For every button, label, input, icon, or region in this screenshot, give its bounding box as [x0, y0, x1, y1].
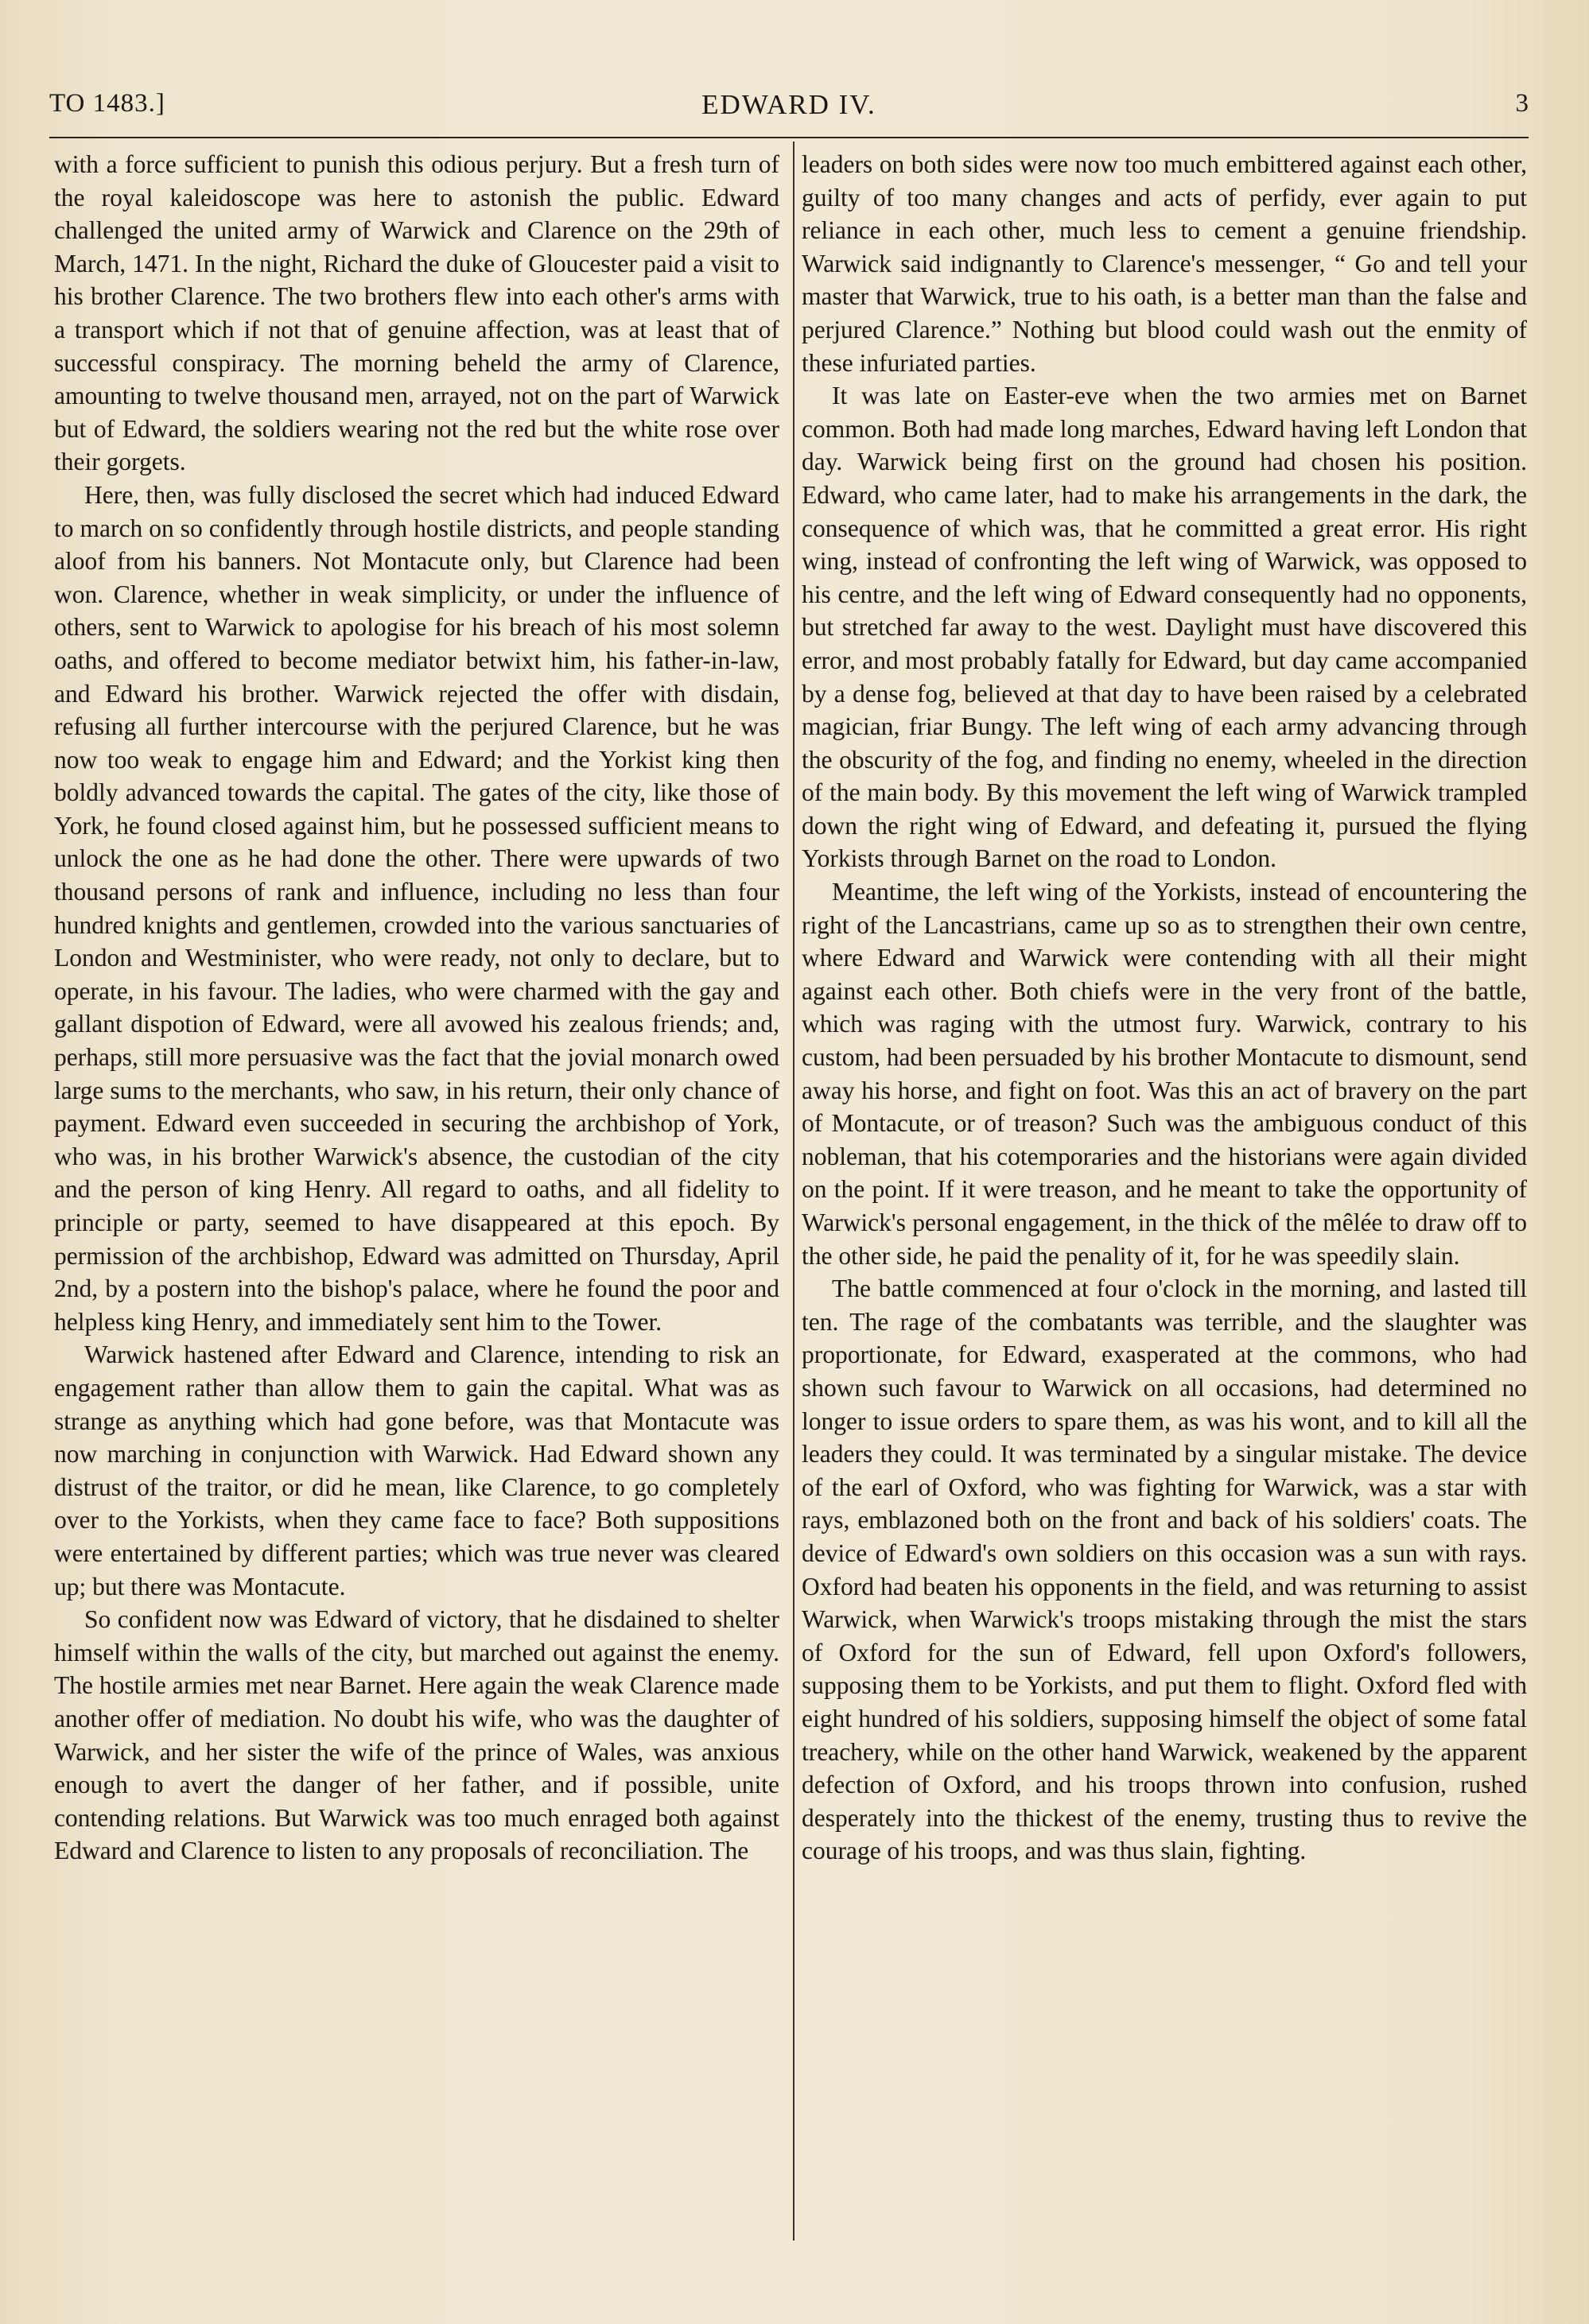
paragraph: leaders on both sides were now too much embittered against each other, guilty of too many changes and acts of perfidy, ever again to put reliance in each other, much less to cement a genuine friendship. Warwick said indignantly to Clarence's messenger, “ Go and tell your master that Warwick, true to his oath, is a better man than the false and perjured Clarence.” Nothing but blood could wash out the enmity of these infuriated parties.: [802, 150, 1527, 377]
right-column: [802, 148, 1527, 1868]
page-number: 3: [1515, 89, 1529, 118]
paragraph: with a force sufficient to punish this odious perjury. But a fresh turn of the royal kaleidoscope was here to astonish the public. Edward challenged the united army of Warwick and Clarence on the 29th of March, 1471. In the night, Richard the duke of Gloucester paid a visit to his brother Clarence. The two brothers flew into each other's arms with a transport which if not that of genuine affection, was at least that of successful conspiracy. The morning beheld the army of Clarence, amounting to twelve thousand men, arrayed, not on the part of Warwick but of Edward, the soldiers wearing not the red but the white rose over their gorgets.: [54, 150, 779, 476]
paragraph: So confident now was Edward of victory, that he disdained to shelter himself within the walls of the city, but marched out against the enemy. The hostile armies met near Barnet. Here again the weak Clarence made another offer of mediation. No doubt his wife, who was the daughter of Warwick, and her sister the wife of the prince of Wales, was anxious enough to avert the danger of her father, and if possible, unite contending relations. But Warwick was too much enraged both against Edward and Clarence to listen to any proposals of reconciliation. The: [54, 1605, 779, 1865]
paragraph: Warwick hastened after Edward and Clarence, intending to risk an engagement rather than allow them to gain the capital. What was as strange as anything which had gone before, was that Montacute was now marching in conjunction with Warwick. Had Edward shown any distrust of the traitor, or did he mean, like Clarence, to go completely over to the Yorkists, when they came face to face? Both suppositions were entertained by different parties; which was true never was cleared up; but there was Montacute.: [54, 1340, 779, 1600]
paragraph: Meantime, the left wing of the Yorkists, instead of encountering the right of the Lancastrians, came up so as to strengthen their own centre, where Edward and Warwick were contending with all their might against each other. Both chiefs were in the very front of the battle, which was raging with the utmost fury. Warwick, contrary to his custom, had been persuaded by his brother Montacute to dismount, send away his horse, and fight on foot. Was this an act of bravery on the part of Montacute, or of treason? Such was the ambiguous conduct of this nobleman, that his cotemporaries and the historians were again divided on the point. If it were treason, and he meant to take the opportunity of Warwick's personal engagement, in the thick of the mêlée to draw off to the other side, he paid the penality of it, for he was speedily slain.: [802, 878, 1527, 1270]
header-rule: [49, 137, 1529, 138]
header-title: EDWARD IV.: [701, 89, 876, 120]
left-column: [54, 148, 779, 1868]
paragraph: The battle commenced at four o'clock in the morning, and lasted till ten. The rage of the combatants was terrible, and the slaughter was proportionate, for Edward, exasperated at the commons, who had shown such favour to Warwick on all occasions, had determined no longer to issue orders to spare them, as was his wont, and to kill all the leaders they could. It was terminated by a singular mistake. The device of the earl of Oxford, who was fighting for Warwick, was a star with rays, emblazoned both on the front and back of his soldiers' coats. The device of Edward's own soldiers on this occasion was a sun with rays. Oxford had beaten his opponents in the field, and was returning to assist Warwick, when Warwick's troops mistaking through the mist the stars of Oxford for the sun of Edward, fell upon Oxford's followers, supposing them to be Yorkists, and put them to flight. Oxford fled with eight hundred of his soldiers, supposing himself the object of some fatal treachery, while on the other hand Warwick, weakened by the apparent defection of Oxford, and his troops thrown into confusion, rushed desperately into the thickest of the enemy, trusting thus to revive the courage of his troops, and was thus slain, fighting.: [802, 1275, 1527, 1865]
paragraph: Here, then, was fully disclosed the secret which had induced Edward to march on so confidently through hostile districts, and people standing aloof from his banners. Not Montacute only, but Clarence had been won. Clarence, whether in weak simplicity, or under the influence of others, sent to Warwick to apologise for his breach of his most solemn oaths, and offered to become mediator betwixt him, his father-in-law, and Edward his brother. Warwick rejected the offer with disdain, refusing all further intercourse with the perjured Clarence, but he was now too weak to engage him and Edward; and the Yorkist king then boldly advanced towards the capital. The gates of the city, like those of York, he found closed against him, but he possessed sufficient means to unlock the one as he had done the other. There were upwards of two thousand persons of rank and influence, including no less than four hundred knights and gentlemen, crowded into the various sanctuaries of London and Westminister, who were ready, not only to declare, but to operate, in his favour. The ladies, who were charmed with the gay and gallant dispotion of Edward, were all avowed his zealous friends; and, perhaps, still more persuasive was the fact that the jovial monarch owed large sums to the merchants, who saw, in his return, their only chance of payment. Edward even succeeded in securing the archbishop of York, who was, in his brother Warwick's absence, the custodian of the city and the person of king Henry. All regard to oaths, and all fidelity to principle or party, seemed to have disappeared at this epoch. By permission of the archbishop, Edward was admitted on Thursday, April 2nd, by a postern into the bishop's palace, where he found the poor and helpless king Henry, and immediately sent him to the Tower.: [54, 480, 779, 1336]
column-divider: [793, 142, 794, 2241]
running-header: [49, 89, 1529, 127]
paragraph: It was late on Easter-eve when the two armies met on Barnet common. Both had made long marches, Edward having left London that day. Warwick being first on the ground had chosen his position. Edward, who came later, had to make his arrangements in the dark, the consequence of which was, that he committed a great error. His right wing, instead of confronting the left wing of Warwick, was opposed to his centre, and the left wing of Edward consequently had no opponents, but stretched far away to the west. Daylight must have discovered this error, and most probably fatally for Edward, but day came accompanied by a dense fog, believed at that day to have been raised by a celebrated magician, friar Bungy. The left wing of each army advancing through the obscurity of the fog, and finding no enemy, wheeled in the direction of the main body. By this movement the left wing of Warwick trampled down the right wing of Edward, and defeating it, pursued the flying Yorkists through Barnet on the road to London.: [802, 382, 1527, 873]
header-date-range: TO 1483.]: [49, 89, 165, 118]
